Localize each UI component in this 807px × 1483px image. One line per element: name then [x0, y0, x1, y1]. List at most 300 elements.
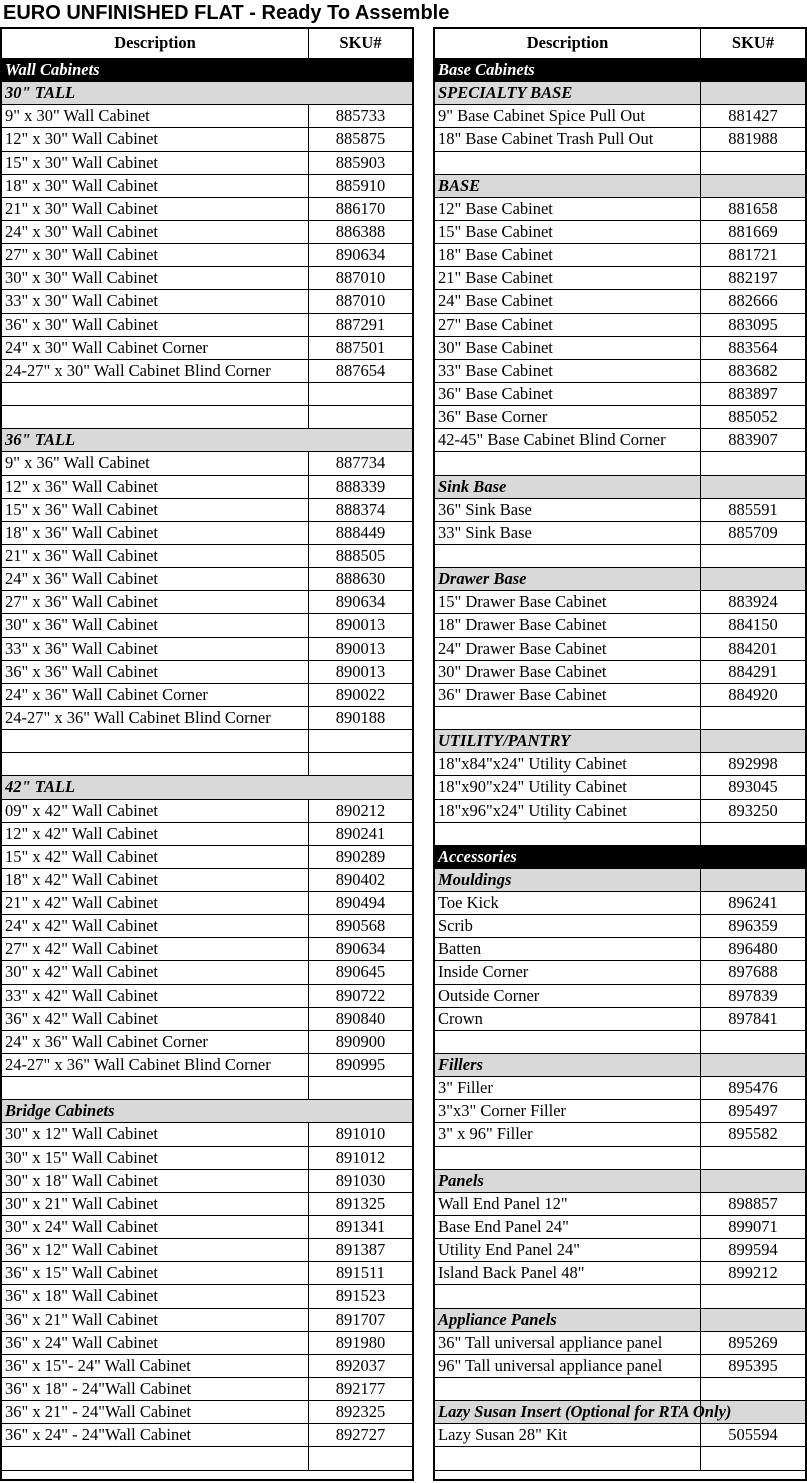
- sku-cell: 897839: [700, 985, 805, 1007]
- description-cell: 24" Drawer Base Cabinet: [438, 638, 607, 658]
- sku-cell: 884920: [700, 684, 805, 706]
- table-row: [2, 152, 412, 175]
- description-cell: 21" x 30" Wall Cabinet: [5, 198, 158, 218]
- description-cell: 30" x 15" Wall Cabinet: [5, 1147, 158, 1167]
- table-row: [2, 244, 412, 267]
- table-row: [2, 105, 412, 128]
- table-row: [2, 1355, 412, 1378]
- sku-cell: 893045: [700, 776, 805, 798]
- description-cell: 30" Base Cabinet: [438, 337, 553, 357]
- table-row: [2, 452, 412, 475]
- sku-cell: 892037: [308, 1355, 412, 1377]
- sku-cell: 885052: [700, 406, 805, 428]
- table-row: [435, 267, 805, 290]
- sku-cell: 888505: [308, 545, 412, 567]
- description-cell: 18" Base Cabinet Trash Pull Out: [438, 129, 654, 149]
- sku-cell: 887654: [308, 360, 412, 382]
- subsection-header-row: [2, 1100, 412, 1123]
- table-row: [2, 545, 412, 568]
- sku-cell: 881427: [700, 105, 805, 127]
- description-cell: 36" Base Cabinet: [438, 383, 553, 403]
- sku-cell: 887734: [308, 452, 412, 474]
- table-row: [2, 221, 412, 244]
- table-row: [435, 383, 805, 406]
- sku-cell: 883897: [700, 383, 805, 405]
- table-row: [435, 800, 805, 823]
- description-cell: Accessories: [438, 846, 517, 866]
- description-cell: 33" x 30" Wall Cabinet: [5, 291, 158, 311]
- sku-cell: [700, 1285, 805, 1307]
- description-cell: 36" Sink Base: [438, 499, 532, 519]
- description-cell: 12" x 36" Wall Cabinet: [5, 476, 158, 496]
- table-row: [2, 614, 412, 637]
- description-cell: Batten: [438, 939, 482, 959]
- sku-cell: 890634: [308, 591, 412, 613]
- description-cell: Sink Base: [438, 476, 507, 496]
- table-row: [435, 1008, 805, 1031]
- description-cell: 36" x 36" Wall Cabinet: [5, 661, 158, 681]
- sku-cell: 891012: [308, 1147, 412, 1169]
- description-cell: 15" Base Cabinet: [438, 221, 553, 241]
- description-cell: [435, 823, 700, 845]
- sku-cell: [700, 476, 805, 498]
- sku-cell: 890722: [308, 985, 412, 1007]
- subsection-header-row: [435, 82, 805, 105]
- table-row: [435, 638, 805, 661]
- description-cell: 36" x 21" Wall Cabinet: [5, 1309, 158, 1329]
- description-cell: 30" x 24" Wall Cabinet: [5, 1217, 158, 1237]
- description-cell: [435, 1378, 700, 1400]
- table-row: [435, 961, 805, 984]
- sku-cell: 883095: [700, 314, 805, 336]
- table-row: [2, 499, 412, 522]
- sku-cell: 895582: [700, 1123, 805, 1145]
- subsection-header-row: [435, 730, 805, 753]
- blank-row: [435, 823, 805, 846]
- table-body: [435, 59, 805, 1471]
- table-row: [2, 1123, 412, 1146]
- subsection-header-row: [2, 776, 412, 799]
- description-cell: [2, 753, 308, 775]
- description-cell: 24" x 30" Wall Cabinet Corner: [5, 337, 208, 357]
- description-cell: 30" TALL: [5, 83, 76, 103]
- wall-cabinets-table: [0, 27, 414, 1481]
- subsection-header-row: [2, 82, 412, 105]
- description-cell: 36" x 42" Wall Cabinet: [5, 1008, 158, 1028]
- sku-cell: 883907: [700, 429, 805, 451]
- sku-cell: [700, 1447, 805, 1469]
- description-cell: [2, 1447, 308, 1469]
- section-header-row: [435, 59, 805, 82]
- sku-cell: [700, 1378, 805, 1400]
- table-row: [435, 591, 805, 614]
- sku-cell: 881658: [700, 198, 805, 220]
- description-cell: 18"x90"x24" Utility Cabinet: [438, 777, 627, 797]
- description-cell: 36" x 18" Wall Cabinet: [5, 1286, 158, 1306]
- sku-cell: 887010: [308, 290, 412, 312]
- sku-cell: 892727: [308, 1424, 412, 1446]
- description-cell: 36" x 24" Wall Cabinet: [5, 1332, 158, 1352]
- table-row: [435, 1239, 805, 1262]
- table-row: [2, 1285, 412, 1308]
- table-row: [435, 985, 805, 1008]
- description-cell: Fillers: [438, 1055, 483, 1075]
- subsection-header-row: [435, 869, 805, 892]
- description-cell: 15" x 36" Wall Cabinet: [5, 499, 158, 519]
- sku-cell: 890995: [308, 1054, 412, 1076]
- table-row: [435, 1332, 805, 1355]
- description-cell: 15" x 42" Wall Cabinet: [5, 846, 158, 866]
- table-row: [2, 684, 412, 707]
- sku-cell: [700, 545, 805, 567]
- sku-cell: [700, 1170, 805, 1192]
- sku-cell: [700, 1309, 805, 1331]
- sku-cell: [700, 568, 805, 590]
- description-cell: 42-45" Base Cabinet Blind Corner: [438, 430, 666, 450]
- description-cell: 24-27" x 36" Wall Cabinet Blind Corner: [5, 707, 271, 727]
- description-cell: 3" x 96" Filler: [438, 1124, 533, 1144]
- sku-cell: [308, 383, 412, 405]
- table-row: [2, 1054, 412, 1077]
- description-cell: Scrib: [438, 916, 473, 936]
- description-cell: Outside Corner: [438, 985, 540, 1005]
- description-cell: 30" x 21" Wall Cabinet: [5, 1193, 158, 1213]
- blank-row: [435, 452, 805, 475]
- sku-cell: 891707: [308, 1309, 412, 1331]
- description-cell: 36" TALL: [5, 430, 76, 450]
- description-header: Description: [114, 33, 196, 52]
- sku-cell: [700, 846, 805, 868]
- description-cell: Bridge Cabinets: [5, 1101, 115, 1121]
- section-header-row: [435, 846, 805, 869]
- description-cell: 42" TALL: [5, 777, 76, 797]
- sku-cell: 892998: [700, 753, 805, 775]
- table-row: [2, 985, 412, 1008]
- sku-cell: 884150: [700, 614, 805, 636]
- blank-row: [2, 1077, 412, 1100]
- table-row: [2, 591, 412, 614]
- sku-cell: [700, 1054, 805, 1076]
- sku-cell: [308, 59, 412, 81]
- subsection-header-row: [2, 429, 412, 452]
- sku-cell: [700, 1401, 805, 1423]
- sku-cell: [700, 707, 805, 729]
- description-cell: 24" x 42" Wall Cabinet: [5, 916, 158, 936]
- sku-cell: 888374: [308, 499, 412, 521]
- description-cell: [435, 1447, 700, 1469]
- table-row: [2, 1262, 412, 1285]
- description-cell: 12" Base Cabinet: [438, 198, 553, 218]
- description-cell: 30" Drawer Base Cabinet: [438, 661, 607, 681]
- table-row: [2, 1216, 412, 1239]
- sku-cell: 890900: [308, 1031, 412, 1053]
- subsection-header-row: [435, 1054, 805, 1077]
- description-cell: 21" Base Cabinet: [438, 268, 553, 288]
- table-row: [2, 1378, 412, 1401]
- description-cell: 27" x 36" Wall Cabinet: [5, 592, 158, 612]
- blank-row: [2, 406, 412, 429]
- description-cell: UTILITY/PANTRY: [438, 731, 571, 751]
- table-row: [435, 1100, 805, 1123]
- description-cell: 36" x 15"- 24" Wall Cabinet: [5, 1355, 191, 1375]
- base-cabinets-table: [433, 27, 807, 1481]
- table-row: [2, 1031, 412, 1054]
- subsection-header-row: [435, 1401, 805, 1424]
- table-row: [2, 707, 412, 730]
- table-row: [2, 1309, 412, 1332]
- table-row: [2, 1008, 412, 1031]
- table-row: [2, 823, 412, 846]
- sku-cell: 897688: [700, 961, 805, 983]
- table-row: [2, 568, 412, 591]
- description-cell: 27" x 30" Wall Cabinet: [5, 245, 158, 265]
- table-row: [435, 938, 805, 961]
- sku-cell: [308, 730, 412, 752]
- sku-cell: [308, 1100, 412, 1122]
- sku-cell: 888630: [308, 568, 412, 590]
- description-cell: 33" x 42" Wall Cabinet: [5, 985, 158, 1005]
- sku-cell: 890289: [308, 846, 412, 868]
- description-cell: 36" Drawer Base Cabinet: [438, 684, 607, 704]
- sku-cell: 899594: [700, 1239, 805, 1261]
- table-row: [435, 429, 805, 452]
- description-cell: 09" x 42" Wall Cabinet: [5, 800, 158, 820]
- description-cell: 36" x 30" Wall Cabinet: [5, 314, 158, 334]
- table-row: [435, 776, 805, 799]
- sku-cell: 890013: [308, 661, 412, 683]
- table-row: [2, 1332, 412, 1355]
- table-row: [2, 661, 412, 684]
- blank-row: [435, 545, 805, 568]
- description-cell: Toe Kick: [438, 893, 499, 913]
- sku-cell: 885875: [308, 128, 412, 150]
- table-body: [2, 59, 412, 1471]
- sku-cell: 885903: [308, 152, 412, 174]
- sku-cell: 891387: [308, 1239, 412, 1261]
- sku-cell: 890241: [308, 823, 412, 845]
- description-cell: 30" x 30" Wall Cabinet: [5, 268, 158, 288]
- sku-cell: [700, 869, 805, 891]
- description-cell: 33" Sink Base: [438, 522, 532, 542]
- sku-cell: 892177: [308, 1378, 412, 1400]
- description-cell: 18"x84"x24" Utility Cabinet: [438, 754, 627, 774]
- sku-cell: 891010: [308, 1123, 412, 1145]
- description-cell: Drawer Base: [438, 569, 527, 589]
- description-cell: 27" Base Cabinet: [438, 314, 553, 334]
- table-row: [435, 1077, 805, 1100]
- description-cell: 24" x 36" Wall Cabinet Corner: [5, 684, 208, 704]
- table-row: [435, 105, 805, 128]
- sku-cell: 891511: [308, 1262, 412, 1284]
- sku-cell: 887291: [308, 314, 412, 336]
- blank-row: [2, 730, 412, 753]
- sku-cell: 898857: [700, 1193, 805, 1215]
- description-cell: Base End Panel 24": [438, 1217, 569, 1237]
- table-row: [435, 614, 805, 637]
- sku-cell: 890568: [308, 915, 412, 937]
- page-title: EURO UNFINISHED FLAT - Ready To Assemble: [3, 2, 450, 24]
- table-row: [2, 198, 412, 221]
- sku-cell: 882197: [700, 267, 805, 289]
- table-row: [435, 406, 805, 429]
- section-header-row: [2, 59, 412, 82]
- subsection-header-row: [435, 1170, 805, 1193]
- table-row: [435, 1216, 805, 1239]
- description-cell: 9" Base Cabinet Spice Pull Out: [438, 106, 646, 126]
- subsection-header-row: [435, 1309, 805, 1332]
- description-cell: Lazy Susan Insert (Optional for RTA Only): [438, 1402, 732, 1422]
- description-cell: SPECIALTY BASE: [438, 83, 573, 103]
- sku-cell: 885910: [308, 175, 412, 197]
- description-cell: 36" x 18" - 24"Wall Cabinet: [5, 1379, 192, 1399]
- description-cell: 3"x3" Corner Filler: [438, 1101, 567, 1121]
- description-cell: 36" x 24" - 24"Wall Cabinet: [5, 1425, 192, 1445]
- sku-cell: [308, 429, 412, 451]
- description-cell: 24-27" x 36" Wall Cabinet Blind Corner: [5, 1055, 271, 1075]
- sku-cell: [308, 753, 412, 775]
- sku-cell: 887010: [308, 267, 412, 289]
- description-cell: Lazy Susan 28" Kit: [438, 1425, 568, 1445]
- sku-cell: 896359: [700, 915, 805, 937]
- table-row: [2, 800, 412, 823]
- table-row: [435, 290, 805, 313]
- sku-cell: 890494: [308, 892, 412, 914]
- description-cell: 18" Base Cabinet: [438, 245, 553, 265]
- sku-cell: 890022: [308, 684, 412, 706]
- description-cell: 12" x 42" Wall Cabinet: [5, 823, 158, 843]
- sku-cell: 890212: [308, 800, 412, 822]
- sku-cell: 895395: [700, 1355, 805, 1377]
- table-row: [435, 1123, 805, 1146]
- sku-cell: [308, 82, 412, 104]
- sku-cell: 892325: [308, 1401, 412, 1423]
- sku-cell: 890188: [308, 707, 412, 729]
- blank-row: [2, 753, 412, 776]
- sku-cell: [700, 152, 805, 174]
- sku-cell: 881988: [700, 128, 805, 150]
- table-row: [435, 198, 805, 221]
- sku-cell: 505594: [700, 1424, 805, 1446]
- description-cell: 24" x 36" Wall Cabinet: [5, 569, 158, 589]
- description-cell: 24" x 36" Wall Cabinet Corner: [5, 1031, 208, 1051]
- subsection-header-row: [435, 175, 805, 198]
- sku-cell: 881669: [700, 221, 805, 243]
- table-row: [2, 314, 412, 337]
- description-cell: [435, 152, 700, 174]
- table-row: [2, 360, 412, 383]
- description-cell: 33" Base Cabinet: [438, 360, 553, 380]
- sku-cell: 890634: [308, 244, 412, 266]
- sku-cell: [308, 1447, 412, 1469]
- sku-cell: 881721: [700, 244, 805, 266]
- description-cell: [435, 1031, 700, 1053]
- sku-cell: 890645: [308, 961, 412, 983]
- table-row: [2, 938, 412, 961]
- table-header: [2, 29, 412, 59]
- description-cell: [435, 1147, 700, 1169]
- table-row: [435, 684, 805, 707]
- description-cell: 30" x 12" Wall Cabinet: [5, 1124, 158, 1144]
- description-cell: [2, 730, 308, 752]
- description-cell: Appliance Panels: [438, 1309, 557, 1329]
- description-cell: BASE: [438, 175, 481, 195]
- sku-cell: 895497: [700, 1100, 805, 1122]
- table-row: [435, 360, 805, 383]
- sku-cell: [700, 175, 805, 197]
- sku-cell: 896480: [700, 938, 805, 960]
- description-cell: 18" x 30" Wall Cabinet: [5, 175, 158, 195]
- description-header: Description: [526, 33, 609, 52]
- table-row: [435, 128, 805, 151]
- table-row: [435, 499, 805, 522]
- sku-cell: 895476: [700, 1077, 805, 1099]
- sku-cell: 891325: [308, 1193, 412, 1215]
- sku-cell: 895269: [700, 1332, 805, 1354]
- table-row: [2, 522, 412, 545]
- table-row: [2, 1424, 412, 1447]
- table-row: [435, 221, 805, 244]
- description-cell: 36" Tall universal appliance panel: [438, 1332, 663, 1352]
- sku-cell: 891980: [308, 1332, 412, 1354]
- sku-cell: [308, 1077, 412, 1099]
- sku-cell: 890634: [308, 938, 412, 960]
- description-cell: 36" x 15" Wall Cabinet: [5, 1263, 158, 1283]
- description-cell: 30" x 18" Wall Cabinet: [5, 1170, 158, 1190]
- sku-cell: 890013: [308, 638, 412, 660]
- sku-cell: [700, 823, 805, 845]
- description-cell: [435, 545, 700, 567]
- sku-cell: 890840: [308, 1008, 412, 1030]
- sku-cell: 891030: [308, 1170, 412, 1192]
- description-cell: 15" Drawer Base Cabinet: [438, 592, 607, 612]
- table-row: [435, 753, 805, 776]
- sku-cell: [700, 1147, 805, 1169]
- table-row: [435, 337, 805, 360]
- table-row: [2, 1170, 412, 1193]
- description-cell: [2, 406, 308, 428]
- sku-cell: 890402: [308, 869, 412, 891]
- table-row: [2, 961, 412, 984]
- sku-cell: [700, 730, 805, 752]
- description-cell: 33" x 36" Wall Cabinet: [5, 638, 158, 658]
- table-row: [2, 1147, 412, 1170]
- sku-cell: 888339: [308, 476, 412, 498]
- table-row: [435, 314, 805, 337]
- sku-cell: 891341: [308, 1216, 412, 1238]
- table-row: [435, 1193, 805, 1216]
- description-cell: 24" x 30" Wall Cabinet: [5, 221, 158, 241]
- sku-cell: [308, 406, 412, 428]
- sku-cell: 885733: [308, 105, 412, 127]
- sku-cell: 883924: [700, 591, 805, 613]
- sku-cell: 888449: [308, 522, 412, 544]
- sku-cell: 883564: [700, 337, 805, 359]
- blank-row: [2, 383, 412, 406]
- description-cell: 18" x 42" Wall Cabinet: [5, 869, 158, 889]
- table-header: [435, 29, 805, 59]
- blank-row: [435, 1447, 805, 1470]
- sku-cell: 882666: [700, 290, 805, 312]
- table-row: [2, 128, 412, 151]
- description-cell: Crown: [438, 1008, 483, 1028]
- description-cell: Utility End Panel 24": [438, 1240, 580, 1260]
- description-cell: [435, 1285, 700, 1307]
- table-row: [2, 476, 412, 499]
- table-row: [2, 175, 412, 198]
- description-cell: [435, 707, 700, 729]
- description-cell: 9" x 30" Wall Cabinet: [5, 106, 150, 126]
- description-cell: 21" x 42" Wall Cabinet: [5, 893, 158, 913]
